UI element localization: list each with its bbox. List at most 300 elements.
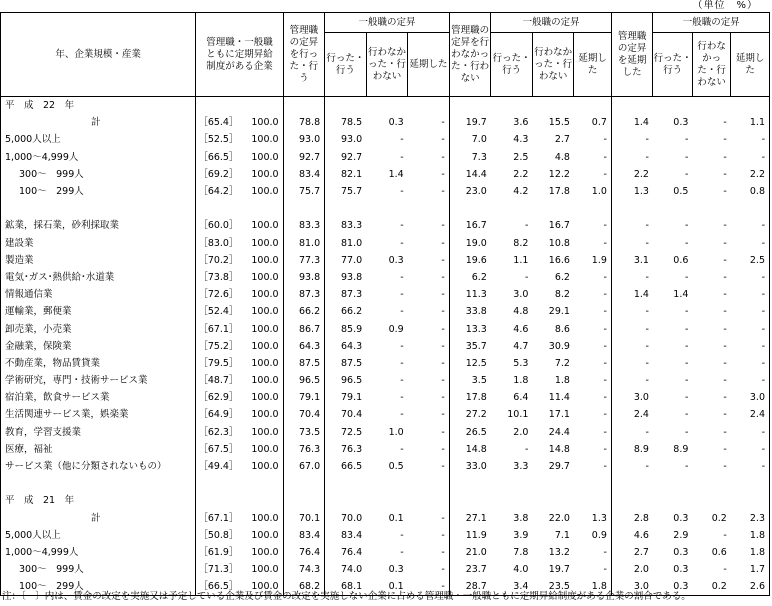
cell-value <box>653 475 692 492</box>
cell-value: 27.1 <box>465 512 487 524</box>
cell-value: 7.8 <box>513 546 529 558</box>
cell-value: - <box>408 217 450 234</box>
row-label: 宿泊業，飲食サービス業 <box>1 389 196 406</box>
cell-value: 33.0 <box>465 461 487 473</box>
system-value: 100.0 <box>237 252 283 269</box>
cell-value: - <box>574 458 611 475</box>
cell-value: 0.8 <box>731 183 770 200</box>
cell-value: - <box>400 546 404 558</box>
table-row <box>1 492 770 509</box>
cell-value: 26.5 <box>465 426 487 438</box>
header-general-group-2: 一般職の定昇 <box>491 13 612 33</box>
cell-value: 1.9 <box>574 252 611 269</box>
cell-value: 33.8 <box>465 306 487 318</box>
cell-value: - <box>408 114 450 131</box>
cell-value: 0.5 <box>388 461 404 473</box>
cell-value: 87.5 <box>283 355 325 372</box>
system-value: 100.0 <box>237 372 283 389</box>
share-pct: ［48.7］ <box>196 372 238 389</box>
cell-value: 30.9 <box>548 340 570 352</box>
cell-value: 3.8 <box>513 512 529 524</box>
cell-value: 2.7 <box>633 546 649 558</box>
cell-value: - <box>645 134 649 146</box>
cell-value: - <box>408 320 450 337</box>
row-label: 医療，福祉 <box>1 441 196 458</box>
cell-value: 17.8 <box>465 392 487 404</box>
cell-value: 93.0 <box>341 134 363 146</box>
table-row <box>1 166 770 183</box>
row-label: 情報通信業 <box>1 286 196 303</box>
cell-value: - <box>400 134 404 146</box>
cell-value: 82.1 <box>341 168 363 180</box>
cell-value: - <box>408 269 450 286</box>
table-row <box>1 131 770 148</box>
cell-value: 68.1 <box>325 578 367 596</box>
cell-value: - <box>684 168 689 180</box>
row-label: 電気･ガス･熱供給･水道業 <box>1 269 196 286</box>
header-gen-not: 行わなかった・行わない <box>366 33 408 97</box>
cell-value: 19.0 <box>465 237 487 249</box>
cell-value: - <box>400 357 404 369</box>
share-pct: ［62.9］ <box>196 389 238 406</box>
cell-value: 66.2 <box>283 303 325 320</box>
system-value: 100.0 <box>237 217 283 234</box>
cell-value <box>692 200 730 217</box>
cell-value: - <box>723 443 727 455</box>
row-label: 教育，学習支援業 <box>1 424 196 441</box>
cell-value: 0.1 <box>366 578 408 596</box>
cell-value: 19.7 <box>548 564 570 576</box>
share-pct: ［66.5］ <box>196 149 238 166</box>
cell-value: 75.7 <box>283 183 325 200</box>
table-row <box>1 406 770 423</box>
cell-value: 19.7 <box>465 117 487 129</box>
header-general-group-3: 一般職の定昇 <box>653 13 770 33</box>
header-general-group: 一般職の定昇 <box>325 13 450 33</box>
row-label: 300～ 999人 <box>1 561 196 578</box>
cell-value: 3.4 <box>491 578 533 596</box>
cell-value: 4.3 <box>513 134 529 146</box>
cell-value: - <box>684 306 689 318</box>
cell-value: 83.3 <box>283 217 325 234</box>
cell-value: 0.3 <box>673 117 689 129</box>
system-value <box>237 492 283 509</box>
cell-value: - <box>723 289 727 301</box>
row-label: サービス業（他に分類されないもの） <box>1 458 196 475</box>
cell-value: - <box>574 320 611 337</box>
cell-value <box>574 492 611 509</box>
system-value: 100.0 <box>237 131 283 148</box>
cell-value: - <box>574 406 611 423</box>
cell-value: 2.2 <box>731 166 770 183</box>
cell-value: - <box>731 286 770 303</box>
cell-value: - <box>524 271 529 283</box>
cell-value: - <box>408 527 450 544</box>
share-pct: ［71.3］ <box>196 561 238 578</box>
cell-value: 3.3 <box>513 461 529 473</box>
cell-value: 3.0 <box>513 289 529 301</box>
cell-value: - <box>723 271 727 283</box>
system-value <box>237 475 283 492</box>
table-row <box>1 235 770 252</box>
share-pct: ［52.5］ <box>196 131 238 148</box>
cell-value <box>449 492 491 509</box>
cell-value: - <box>574 338 611 355</box>
cell-value: 16.6 <box>548 254 570 266</box>
share-pct: ［62.3］ <box>196 424 238 441</box>
cell-value: - <box>574 424 611 441</box>
cell-value: 8.6 <box>554 323 570 335</box>
cell-value <box>692 475 730 492</box>
cell-value: 78.8 <box>283 114 325 131</box>
share-pct: ［70.2］ <box>196 252 238 269</box>
system-value: 100.0 <box>237 166 283 183</box>
cell-value <box>491 97 533 115</box>
cell-value <box>449 475 491 492</box>
cell-value <box>611 200 653 217</box>
cell-value: - <box>645 323 649 335</box>
cell-value: 2.9 <box>673 529 689 541</box>
table-row <box>1 114 770 131</box>
cell-value: 7.2 <box>554 357 570 369</box>
cell-value: - <box>723 306 727 318</box>
cell-value: 1.1 <box>513 254 529 266</box>
cell-value: 0.9 <box>388 323 404 335</box>
cell-value: 92.7 <box>341 151 363 163</box>
cell-value <box>283 492 325 509</box>
header-gen2-not: 行わなかった・行わない <box>532 33 574 97</box>
table-row <box>1 286 770 303</box>
cell-value: 11.4 <box>548 392 570 404</box>
cell-value: - <box>731 149 770 166</box>
cell-value: 0.3 <box>673 564 689 576</box>
cell-value: 83.4 <box>283 166 325 183</box>
row-label <box>1 475 196 492</box>
cell-value: 16.7 <box>548 220 570 232</box>
cell-value: - <box>524 443 529 455</box>
cell-value: 0.6 <box>711 546 727 558</box>
cell-value: - <box>574 355 611 372</box>
cell-value: - <box>408 131 450 148</box>
cell-value <box>366 200 408 217</box>
cell-value: 0.3 <box>388 117 404 129</box>
cell-value: 5.3 <box>513 357 529 369</box>
cell-value: 70.4 <box>341 409 363 421</box>
cell-value: 74.3 <box>283 561 325 578</box>
cell-value <box>449 97 491 115</box>
cell-value: 77.3 <box>283 252 325 269</box>
cell-value: - <box>645 340 649 352</box>
cell-value: - <box>723 392 727 404</box>
header-system <box>196 13 283 97</box>
cell-value: 79.1 <box>283 389 325 406</box>
cell-value: 7.1 <box>554 529 570 541</box>
cell-value: 92.7 <box>283 149 325 166</box>
cell-value: 0.3 <box>388 254 404 266</box>
share-pct <box>196 97 238 115</box>
cell-value: - <box>524 220 529 232</box>
cell-value: 83.3 <box>341 220 363 232</box>
share-pct: ［52.4］ <box>196 303 238 320</box>
cell-value: - <box>645 461 649 473</box>
share-pct: ［60.0］ <box>196 217 238 234</box>
cell-value: 1.8 <box>731 527 770 544</box>
cell-value: - <box>408 338 450 355</box>
cell-value: 81.0 <box>341 237 363 249</box>
table-row <box>1 269 770 286</box>
cell-value: - <box>574 235 611 252</box>
share-pct: ［61.9］ <box>196 544 238 561</box>
cell-value: - <box>684 237 689 249</box>
row-label: 学術研究，専門・技術サービス業 <box>1 372 196 389</box>
cell-value: 4.6 <box>513 323 529 335</box>
cell-value: - <box>731 372 770 389</box>
cell-value: 15.5 <box>548 117 570 129</box>
cell-value: - <box>574 166 611 183</box>
share-pct: ［49.4］ <box>196 458 238 475</box>
cell-value <box>653 492 692 509</box>
cell-value: 12.2 <box>548 168 570 180</box>
cell-value: 81.0 <box>283 235 325 252</box>
cell-value: 1.4 <box>673 289 689 301</box>
cell-value: 27.2 <box>465 409 487 421</box>
table-row <box>1 200 770 217</box>
cell-value <box>532 492 574 509</box>
row-label: 生活関連サービス業，娯楽業 <box>1 406 196 423</box>
row-label: 1,000～4,999人 <box>1 544 196 561</box>
cell-value: 8.9 <box>673 443 689 455</box>
cell-value: 4.8 <box>554 151 570 163</box>
row-label: 1,000～4,999人 <box>1 149 196 166</box>
cell-value: 67.0 <box>283 458 325 475</box>
share-pct: ［83.0］ <box>196 235 238 252</box>
cell-value <box>574 97 611 115</box>
cell-value: - <box>684 220 689 232</box>
cell-value: 17.1 <box>548 409 570 421</box>
share-pct <box>196 492 238 509</box>
cell-value: - <box>723 564 727 576</box>
cell-value: - <box>408 578 450 596</box>
cell-value: 22.0 <box>548 512 570 524</box>
cell-value: 3.9 <box>513 529 529 541</box>
cell-value: - <box>645 271 649 283</box>
cell-value: 10.8 <box>548 237 570 249</box>
cell-value: 70.1 <box>283 510 325 527</box>
cell-value: 77.0 <box>341 254 363 266</box>
table-row <box>1 475 770 492</box>
cell-value: - <box>684 340 689 352</box>
cell-value: 1.3 <box>633 186 649 198</box>
cell-value: 29.1 <box>548 306 570 318</box>
cell-value: 3.1 <box>633 254 649 266</box>
cell-value: - <box>645 426 649 438</box>
cell-value: - <box>723 375 727 387</box>
table-row <box>1 561 770 578</box>
cell-value: 0.9 <box>574 527 611 544</box>
cell-value: - <box>684 357 689 369</box>
cell-value: 4.6 <box>633 529 649 541</box>
table-body <box>1 97 770 596</box>
cell-value: - <box>574 544 611 561</box>
cell-value <box>325 200 367 217</box>
cell-value: 76.4 <box>341 546 363 558</box>
share-pct: ［67.5］ <box>196 441 238 458</box>
cell-value: - <box>400 271 404 283</box>
cell-value <box>731 97 770 115</box>
share-pct: ［66.5］ <box>196 578 238 596</box>
cell-value: 4.0 <box>513 564 529 576</box>
cell-value: 2.4 <box>731 406 770 423</box>
cell-value <box>283 475 325 492</box>
cell-value: - <box>684 409 689 421</box>
cell-value: - <box>731 269 770 286</box>
share-pct: ［64.2］ <box>196 183 238 200</box>
cell-value: 2.0 <box>633 564 649 576</box>
cell-value: - <box>731 338 770 355</box>
cell-value: - <box>684 461 689 473</box>
cell-value: - <box>408 458 450 475</box>
cell-value: - <box>408 406 450 423</box>
cell-value: 4.8 <box>513 306 529 318</box>
header-gen3-postponed: 延期した <box>731 33 770 97</box>
cell-value: 76.4 <box>283 544 325 561</box>
cell-value <box>283 97 325 115</box>
cell-value: - <box>731 355 770 372</box>
cell-value: 23.5 <box>532 578 574 596</box>
cell-value <box>731 475 770 492</box>
cell-value: 86.7 <box>283 320 325 337</box>
cell-value: 6.4 <box>513 392 529 404</box>
cell-value: 0.3 <box>653 578 692 596</box>
table-row <box>1 303 770 320</box>
cell-value: 70.4 <box>283 406 325 423</box>
cell-value <box>408 97 450 115</box>
cell-value: 3.6 <box>513 117 529 129</box>
cell-value: 23.7 <box>465 564 487 576</box>
cell-value: - <box>408 303 450 320</box>
cell-value: 1.8 <box>513 375 529 387</box>
share-pct: ［50.8］ <box>196 527 238 544</box>
cell-value: 13.3 <box>465 323 487 335</box>
system-value: 100.0 <box>237 183 283 200</box>
cell-value: - <box>574 561 611 578</box>
cell-value: 87.5 <box>341 357 363 369</box>
cell-value: 2.0 <box>513 426 529 438</box>
cell-value: 85.9 <box>341 323 363 335</box>
cell-value: 3.5 <box>471 375 487 387</box>
row-label: 5,000人以上 <box>1 131 196 148</box>
table-row <box>1 252 770 269</box>
row-label: 運輸業，郵便業 <box>1 303 196 320</box>
cell-value: - <box>723 117 727 129</box>
table-row <box>1 424 770 441</box>
cell-value: - <box>645 357 649 369</box>
cell-value <box>449 200 491 217</box>
cell-value: 96.5 <box>283 372 325 389</box>
system-value <box>237 97 283 115</box>
cell-value: - <box>645 151 649 163</box>
cell-value: - <box>574 286 611 303</box>
cell-value: 14.8 <box>465 443 487 455</box>
cell-value: 6.2 <box>471 271 487 283</box>
cell-value <box>611 475 653 492</box>
cell-value: 14.4 <box>465 168 487 180</box>
cell-value: 68.2 <box>283 578 325 596</box>
cell-value: - <box>408 355 450 372</box>
cell-value: 4.7 <box>513 340 529 352</box>
system-value: 100.0 <box>237 458 283 475</box>
system-value: 100.0 <box>237 320 283 337</box>
cell-value: 6.2 <box>554 271 570 283</box>
cell-value <box>611 97 653 115</box>
cell-value: 1.7 <box>731 561 770 578</box>
cell-value: 2.3 <box>731 510 770 527</box>
cell-value: - <box>400 409 404 421</box>
table-row <box>1 149 770 166</box>
cell-value <box>611 492 653 509</box>
cell-value: - <box>574 441 611 458</box>
row-label: 5,000人以上 <box>1 527 196 544</box>
cell-value: - <box>684 134 689 146</box>
cell-value: - <box>408 510 450 527</box>
cell-value: - <box>408 252 450 269</box>
cell-value: 96.5 <box>341 375 363 387</box>
cell-value: - <box>408 441 450 458</box>
cell-value: 0.5 <box>673 186 689 198</box>
cell-value: - <box>400 289 404 301</box>
share-pct: ［73.8］ <box>196 269 238 286</box>
cell-value: 19.6 <box>465 254 487 266</box>
cell-value: 21.0 <box>465 546 487 558</box>
system-value: 100.0 <box>237 355 283 372</box>
cell-value: 70.0 <box>341 512 363 524</box>
cell-value: - <box>723 254 727 266</box>
cell-value: 2.5 <box>731 252 770 269</box>
cell-value: 93.8 <box>341 271 363 283</box>
cell-value: - <box>731 303 770 320</box>
cell-value: - <box>723 220 727 232</box>
system-value: 100.0 <box>237 114 283 131</box>
cell-value <box>731 200 770 217</box>
cell-value: - <box>645 237 649 249</box>
row-label <box>1 200 196 217</box>
cell-value: - <box>645 375 649 387</box>
cell-value: - <box>400 237 404 249</box>
cell-value: 8.9 <box>633 443 649 455</box>
cell-value: 28.7 <box>449 578 491 596</box>
cell-value <box>283 200 325 217</box>
cell-value: 76.3 <box>341 443 363 455</box>
cell-value <box>325 492 367 509</box>
header-gen-postponed: 延期した <box>408 33 450 97</box>
cell-value: 0.3 <box>673 546 689 558</box>
row-label: 金融業，保険業 <box>1 338 196 355</box>
cell-value <box>408 475 450 492</box>
share-pct: ［67.1］ <box>196 320 238 337</box>
row-label: 300～ 999人 <box>1 166 196 183</box>
cell-value: 23.0 <box>465 186 487 198</box>
cell-value: - <box>400 529 404 541</box>
system-value: 100.0 <box>237 441 283 458</box>
system-value: 100.0 <box>237 578 283 596</box>
cell-value: 73.5 <box>283 424 325 441</box>
cell-value: 29.7 <box>548 461 570 473</box>
row-label: 鉱業，採石業，砂利採取業 <box>1 217 196 234</box>
cell-value: 7.0 <box>471 134 487 146</box>
cell-value: 11.3 <box>465 289 487 301</box>
system-value <box>237 200 283 217</box>
cell-value: - <box>723 323 727 335</box>
